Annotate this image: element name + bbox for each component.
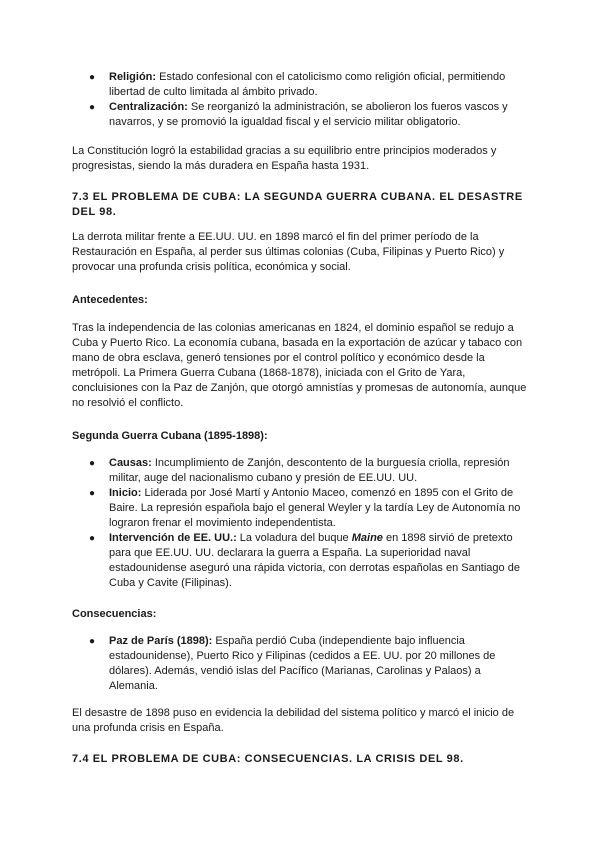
- consecuencias-list: [72, 634, 528, 694]
- paragraph-constitucion: La Constitución logró la estabilidad gracias a su equilibrio entre principios moderados y progresistas, siendo la más duradera en España hasta 1931.: [72, 145, 497, 172]
- item-label: Paz de París (1898):: [109, 635, 213, 647]
- bullet-icon: ●: [89, 636, 96, 647]
- item-label: Centralización:: [109, 101, 188, 113]
- constitution-features-list: [72, 70, 528, 130]
- item-text: Liderada por José Martí y Antonio Maceo, comenzó en 1895 con el Grito de Baire. La represión española bajo el general Weyler y la tardía Ley de Autonomía no lograron frenar el movimiento independentista.: [109, 487, 521, 529]
- list-item-intervencion: [72, 531, 528, 591]
- paragraph-derrota: La derrota militar frente a EE.UU. UU. en 1898 marcó el fin del primer período de la Restauración en España, al perder sus últimas colonias (Cuba, Filipinas y Puerto Rico) y provocar una profunda crisis política, económica y social.: [72, 231, 505, 273]
- document-content: [72, 70, 528, 767]
- list-item-causas: [72, 456, 528, 486]
- ship-name: Maine: [351, 532, 383, 544]
- item-label: Causas:: [109, 457, 152, 469]
- subheading-antecedentes: Antecedentes:: [72, 294, 148, 306]
- item-label: Religión:: [109, 71, 157, 83]
- bullet-icon: ●: [89, 458, 96, 469]
- item-label: Intervención de EE. UU.:: [109, 532, 237, 544]
- item-label: Inicio:: [109, 487, 142, 499]
- item-text: España perdió Cuba (independiente bajo influencia estadounidense), Puerto Rico y Filipinas (cedidos a EE. UU. por 20 millones de dólares). Además, vendió islas del Pacífico (Marianas, Carolinas y Palaos) a Alemania.: [109, 635, 496, 692]
- item-text: Se reorganizó la administración, se abolieron los fueros vascos y navarros, y se promovió la igualdad fiscal y el servicio militar obligatorio.: [109, 101, 508, 128]
- subheading-consecuencias: Consecuencias:: [72, 608, 157, 620]
- paragraph-desastre: El desastre de 1898 puso en evidencia la debilidad del sistema político y marcó el inicio de una profunda crisis en España.: [72, 707, 515, 734]
- item-text: Estado confesional con el catolicismo como religión oficial, permitiendo libertad de culto limitada al ámbito privado.: [109, 71, 506, 98]
- bullet-icon: ●: [89, 72, 96, 83]
- paragraph-antecedentes: Tras la independencia de las colonias americanas en 1824, el dominio español se redujo a Cuba y Puerto Rico. La economía cubana, basada en la exportación de azúcar y tabaco con mano de obra esclava, generó tensiones por el control político y económico desde la metrópoli. La Primera Guerra Cubana (1868-1878), iniciada con el Grito de Yara, concluisiones con la Paz de Zanjón, que otorgó amnistías y promesas de autonomía, aunque no resolvió el conflicto.: [72, 322, 527, 409]
- segunda-guerra-list: [72, 456, 528, 591]
- item-text: Incumplimiento de Zanjón, descontento de la burguesía criolla, represión militar, auge del nacionalismo cubano y presión de EE.UU. UU.: [109, 457, 510, 484]
- bullet-icon: ●: [89, 102, 96, 113]
- subheading-segunda-guerra: Segunda Guerra Cubana (1895-1898):: [72, 430, 268, 442]
- item-text: en 1898 sirvió de pretexto para que EE.UU. UU. declarara la guerra a España. La superioridad naval estadounidense aseguró una rápida victoria, con derrotas españolas en Santiago de Cuba y Cavite (Filipinas).: [109, 532, 520, 589]
- section-heading-7-3: 7.3 EL PROBLEMA DE CUBA: LA SEGUNDA GUERRA CUBANA. EL DESASTRE DEL 98.: [72, 191, 523, 218]
- item-text: La voladura del buque: [236, 532, 352, 544]
- bullet-icon: ●: [89, 488, 96, 499]
- list-item-religion: [72, 70, 528, 100]
- section-heading-7-4: 7.4 EL PROBLEMA DE CUBA: CONSECUENCIAS. LA CRISIS DEL 98.: [72, 753, 464, 765]
- list-item-centralizacion: [72, 100, 528, 130]
- list-item-paz-de-paris: [72, 634, 528, 694]
- list-item-inicio: [72, 486, 528, 531]
- bullet-icon: ●: [89, 533, 96, 544]
